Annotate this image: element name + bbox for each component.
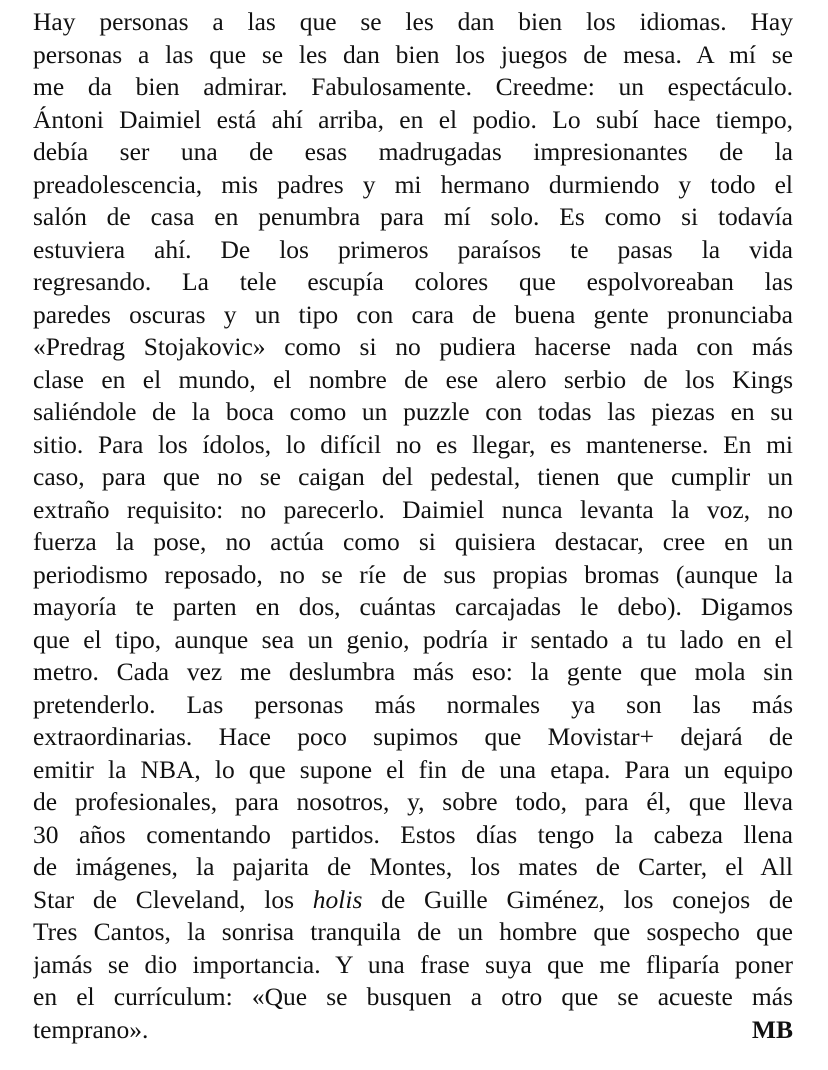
text-line: metro. Cada vez me deslumbra más eso: la gente que mola sin [33, 657, 793, 686]
text-line [33, 884, 793, 917]
text-line: clase en el mundo, el nombre de ese alero serbio de los Kings [33, 364, 793, 394]
text-line: de imágenes, la pajarita de Montes, los mates de Carter, el All [33, 852, 793, 881]
text-line: salón de casa en penumbra para mí solo. Es como si todavía [33, 202, 793, 231]
text-line: Tres Cantos, la sonrisa tranquila de un hombre que sospecho que [33, 917, 793, 946]
text-line: paredes oscuras y un tipo con cara de buena gente pronunciaba [33, 299, 793, 329]
text-line: personas a las que se les dan bien los juegos de mesa. A mí se [33, 39, 793, 69]
text-line: Ántoni Daimiel está ahí arriba, en el podio. Lo subí hace tiempo, [33, 104, 793, 134]
text-line: preadolescencia, mis padres y mi hermano durmiendo y todo el [33, 169, 793, 199]
text-line: de profesionales, para nosotros, y, sobre todo, para él, que lleva [33, 787, 793, 816]
text-line: saliéndole de la boca como un puzzle con todas las piezas en su [33, 397, 793, 426]
text-line: que el tipo, aunque sea un genio, podría ir sentado a tu lado en el [33, 624, 793, 654]
text-line: debía ser una de esas madrugadas impresionantes de la [33, 137, 793, 166]
text-line: extraordinarias. Hace poco supimos que Movistar+ dejará de [33, 722, 793, 751]
text-fragment: Star de Cleveland, los [33, 884, 313, 914]
text-line: emitir la NBA, lo que supone el fin de una etapa. Para un equipo [33, 754, 793, 784]
text-fragment: temprano». [33, 1014, 149, 1044]
text-line: regresando. La tele escupía colores que espolvoreaban las [33, 267, 793, 296]
text-line: caso, para que no se caigan del pedestal, tienen que cumplir un [33, 462, 793, 491]
text-line: jamás se dio importancia. Y una frase suya que me fliparía poner [33, 949, 793, 979]
italic-term: holis [312, 884, 363, 914]
text-line: fuerza la pose, no actúa como si quisiera destacar, cree en un [33, 527, 793, 556]
text-line: estuviera ahí. De los primeros paraísos te pasas la vida [33, 234, 793, 264]
text-line: en el currículum: «Que se busquen a otro que se acueste más [33, 982, 793, 1011]
text-fragment: de Guille Giménez, los conejos de [362, 884, 793, 914]
text-line: Hay personas a las que se les dan bien los idiomas. Hay [33, 7, 793, 36]
text-line: periodismo reposado, no se ríe de sus propias bromas (aunque la [33, 559, 793, 589]
text-line: pretenderlo. Las personas más normales ya son las más [33, 689, 793, 719]
text-line: mayoría te parten en dos, cuántas carcajadas le debo). Digamos [33, 592, 793, 621]
article-body [33, 6, 793, 1046]
text-line: sitio. Para los ídolos, lo difícil no es llegar, es mantenerse. En mi [33, 429, 793, 459]
text-line: «Predrag Stojakovic» como si no pudiera hacerse nada con más [33, 332, 793, 361]
text-line-final [33, 1014, 793, 1047]
text-line: me da bien admirar. Fabulosamente. Creedme: un espectáculo. [33, 72, 793, 101]
text-line: extraño requisito: no parecerlo. Daimiel nunca levanta la voz, no [33, 494, 793, 524]
text-line: 30 años comentando partidos. Estos días tengo la cabeza llena [33, 819, 793, 849]
author-signature: MB [751, 1014, 793, 1044]
